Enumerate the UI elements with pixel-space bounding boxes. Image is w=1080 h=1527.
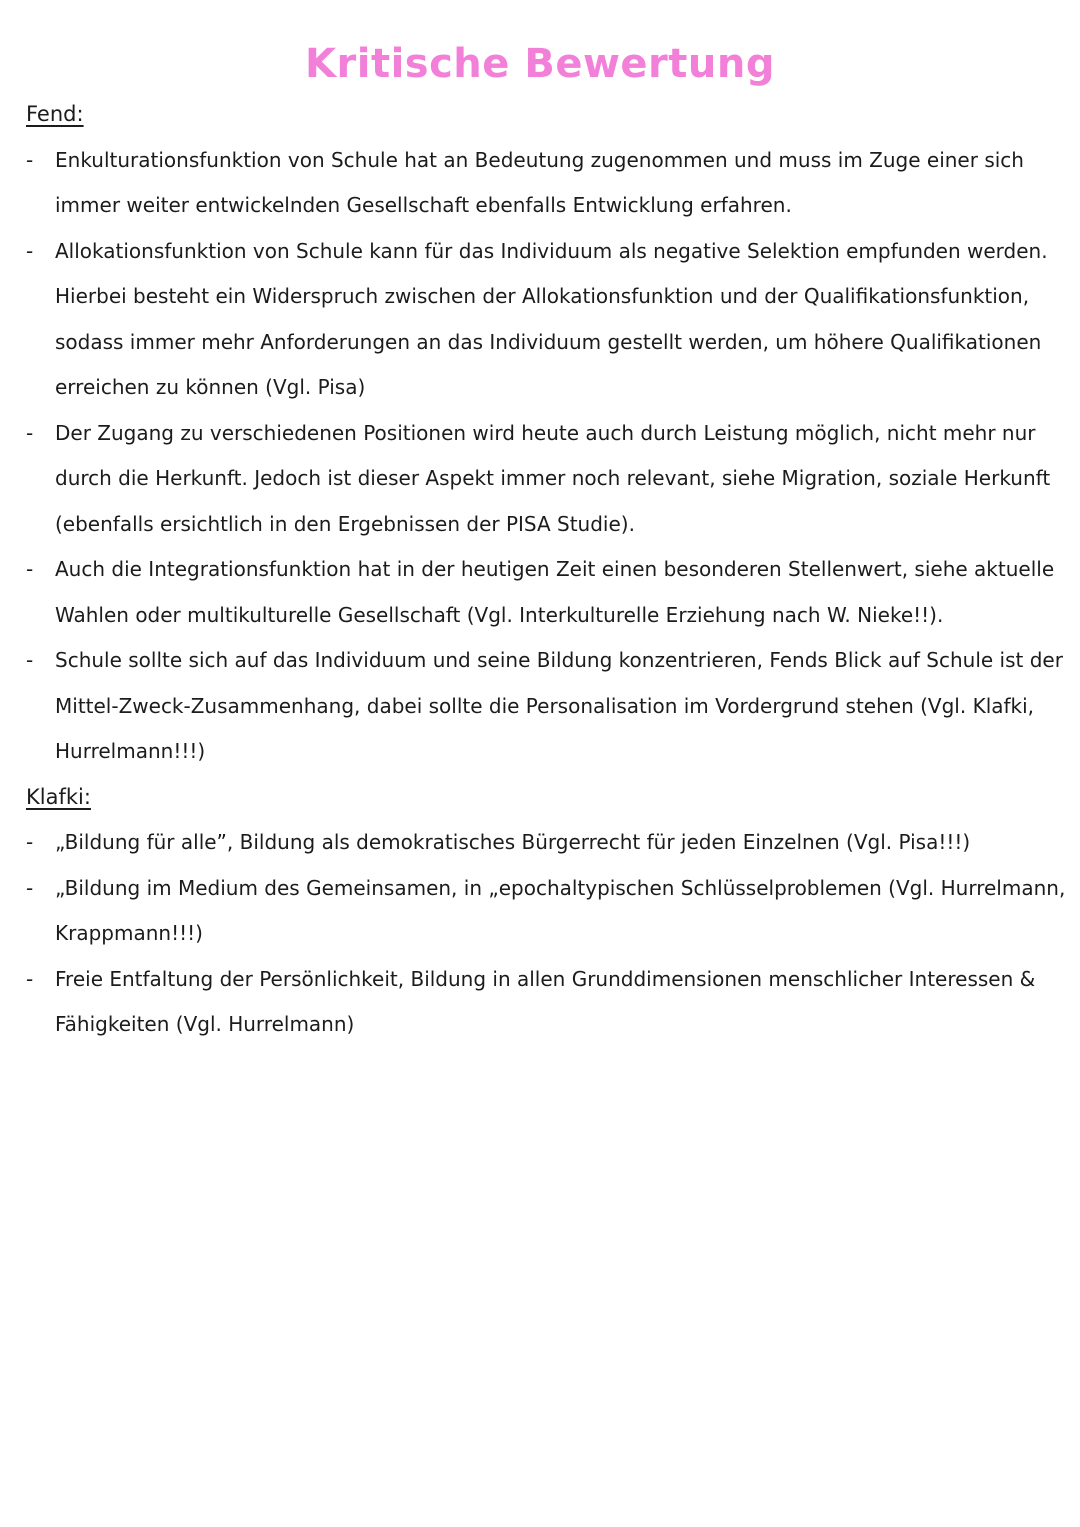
document-body: [26, 92, 1066, 1048]
list-item: [26, 957, 1066, 1048]
list-item-text: Allokationsfunktion von Schule kann für das Individuum als negative Selektion empfunden werden. Hierbei besteht ein Widerspruch zwischen der Allokationsfunktion und der Qualifikationsfunktion, sodass immer mehr Anforderungen an das Individuum gestellt werden, um höhere Qualifikationen erreichen zu können (Vgl. Pisa): [55, 238, 1048, 399]
list-item: [26, 229, 1066, 411]
bullet-dash: -: [26, 557, 34, 581]
list-item: [26, 411, 1066, 548]
list-item-text: „Bildung für alle”, Bildung als demokratisches Bürgerrecht für jeden Einzelnen (Vgl. Pisa!!!): [55, 830, 971, 854]
list-item-text: „Bildung im Medium des Gemeinsamen, in „epochaltypischen Schlüsselproblemen (Vgl. Hurrelmann, Krappmann!!!): [55, 875, 1066, 945]
list-item-text: Auch die Integrationsfunktion hat in der heutigen Zeit einen besonderen Stellenwert, siehe aktuelle Wahlen oder multikulturelle Gesellschaft (Vgl. Interkulturelle Erziehung nach W. Nieke!!).: [55, 557, 1055, 627]
bullet-dash: -: [26, 238, 34, 263]
list-item: [26, 638, 1066, 775]
section-fend: [26, 92, 1066, 775]
list-item-text: Schule sollte sich auf das Individuum und seine Bildung konzentrieren, Fends Blick auf Schule ist der Mittel-Zweck-Zusammenhang, dabei sollte die Personalisation im Vordergrund stehen (Vgl. Klafki, Hurrelmann!!!): [55, 648, 1063, 763]
fend-list: [26, 138, 1066, 775]
bullet-dash: -: [26, 875, 34, 900]
list-item-text: Enkulturationsfunktion von Schule hat an Bedeutung zugenommen und muss im Zuge einer sich immer weiter entwickelnden Gesellschaft ebenfalls Entwicklung erfahren.: [55, 147, 1024, 217]
klafki-list: [26, 820, 1066, 1048]
bullet-dash: -: [26, 830, 34, 854]
page-title: Kritische Bewertung: [305, 40, 775, 87]
bullet-dash: -: [26, 147, 34, 172]
list-item: [26, 820, 1066, 866]
bullet-dash: -: [26, 648, 34, 672]
list-item-text: Freie Entfaltung der Persönlichkeit, Bildung in allen Grunddimensionen menschlicher Interessen & Fähigkeiten (Vgl. Hurrelmann): [55, 966, 1036, 1036]
section-klafki: [26, 775, 1066, 1048]
bullet-dash: -: [26, 966, 34, 991]
bullet-dash: -: [26, 420, 34, 445]
list-item: [26, 547, 1066, 638]
list-item: [26, 866, 1066, 957]
list-item-text: Der Zugang zu verschiedenen Positionen wird heute auch durch Leistung möglich, nicht mehr nur durch die Herkunft. Jedoch ist dieser Aspekt immer noch relevant, siehe Migration, soziale Herkunft (ebenfalls ersichtlich in den Ergebnissen der PISA Studie).: [55, 420, 1051, 536]
list-item: [26, 138, 1066, 229]
section-heading-klafki: Klafki:: [26, 784, 91, 809]
section-heading-fend: Fend:: [26, 102, 84, 126]
